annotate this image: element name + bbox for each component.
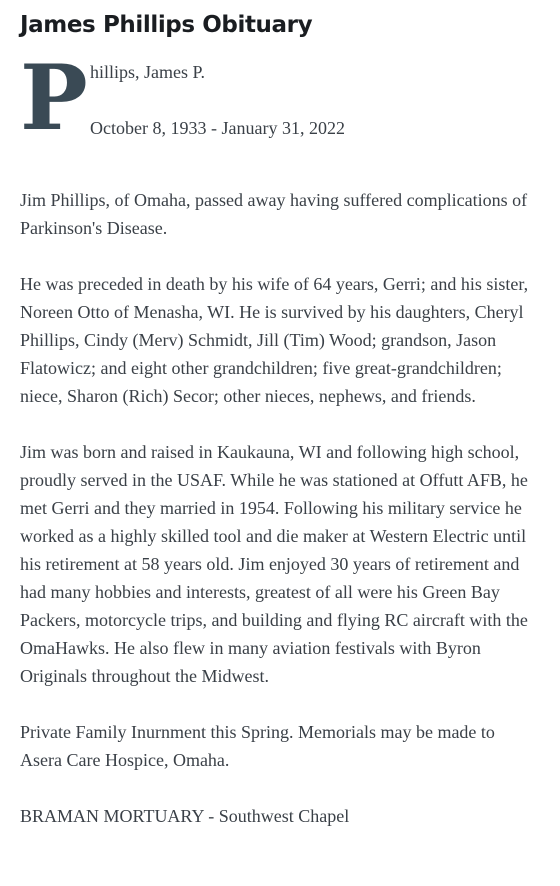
drop-cap-letter: P xyxy=(20,45,88,151)
paragraph-life: Jim was born and raised in Kaukauna, WI and following high school, proudly served in the USAF. While he was stationed at Offutt AFB, he met Gerri and they married in 1954. Following his military service he worked as a highly skilled tool and die maker at Western Electric until his retirement at 58 years old. Jim enjoyed 30 years of retirement and had many hobbies and interests, greatest of all were his Green Bay Packers, motorcycle trips, and building and flying RC aircraft with the OmaHawks. He also flew in many aviation festivals with Byron Originals throughout the Midwest. xyxy=(20,442,528,686)
obituary-header xyxy=(20,45,548,186)
obituary-page xyxy=(20,8,548,830)
paragraph-family: He was preceded in death by his wife of 64 years, Gerri; and his sister, Noreen Otto of Menasha, WI. He is survived by his daughters, Cheryl Phillips, Cindy (Merv) Schmidt, Jill (Tim) Wood; grandson, Jason Flatowicz; and eight other grandchildren; five great-grandchildren; niece, Sharon (Rich) Secor; other nieces, nephews, and friends. xyxy=(20,274,529,406)
paragraph-mortuary: BRAMAN MORTUARY - Southwest Chapel xyxy=(20,806,350,826)
paragraph-services: Private Family Inurnment this Spring. Memorials may be made to Asera Care Hospice, Omaha. xyxy=(20,722,495,770)
paragraph-passing: Jim Phillips, of Omaha, passed away having suffered complications of Parkinson's Disease. xyxy=(20,190,528,238)
page-title: James Phillips Obituary xyxy=(20,12,313,38)
obituary-body xyxy=(20,186,548,830)
deceased-name: hillips, James P. xyxy=(90,62,206,82)
life-dates: October 8, 1933 - January 31, 2022 xyxy=(90,118,345,138)
